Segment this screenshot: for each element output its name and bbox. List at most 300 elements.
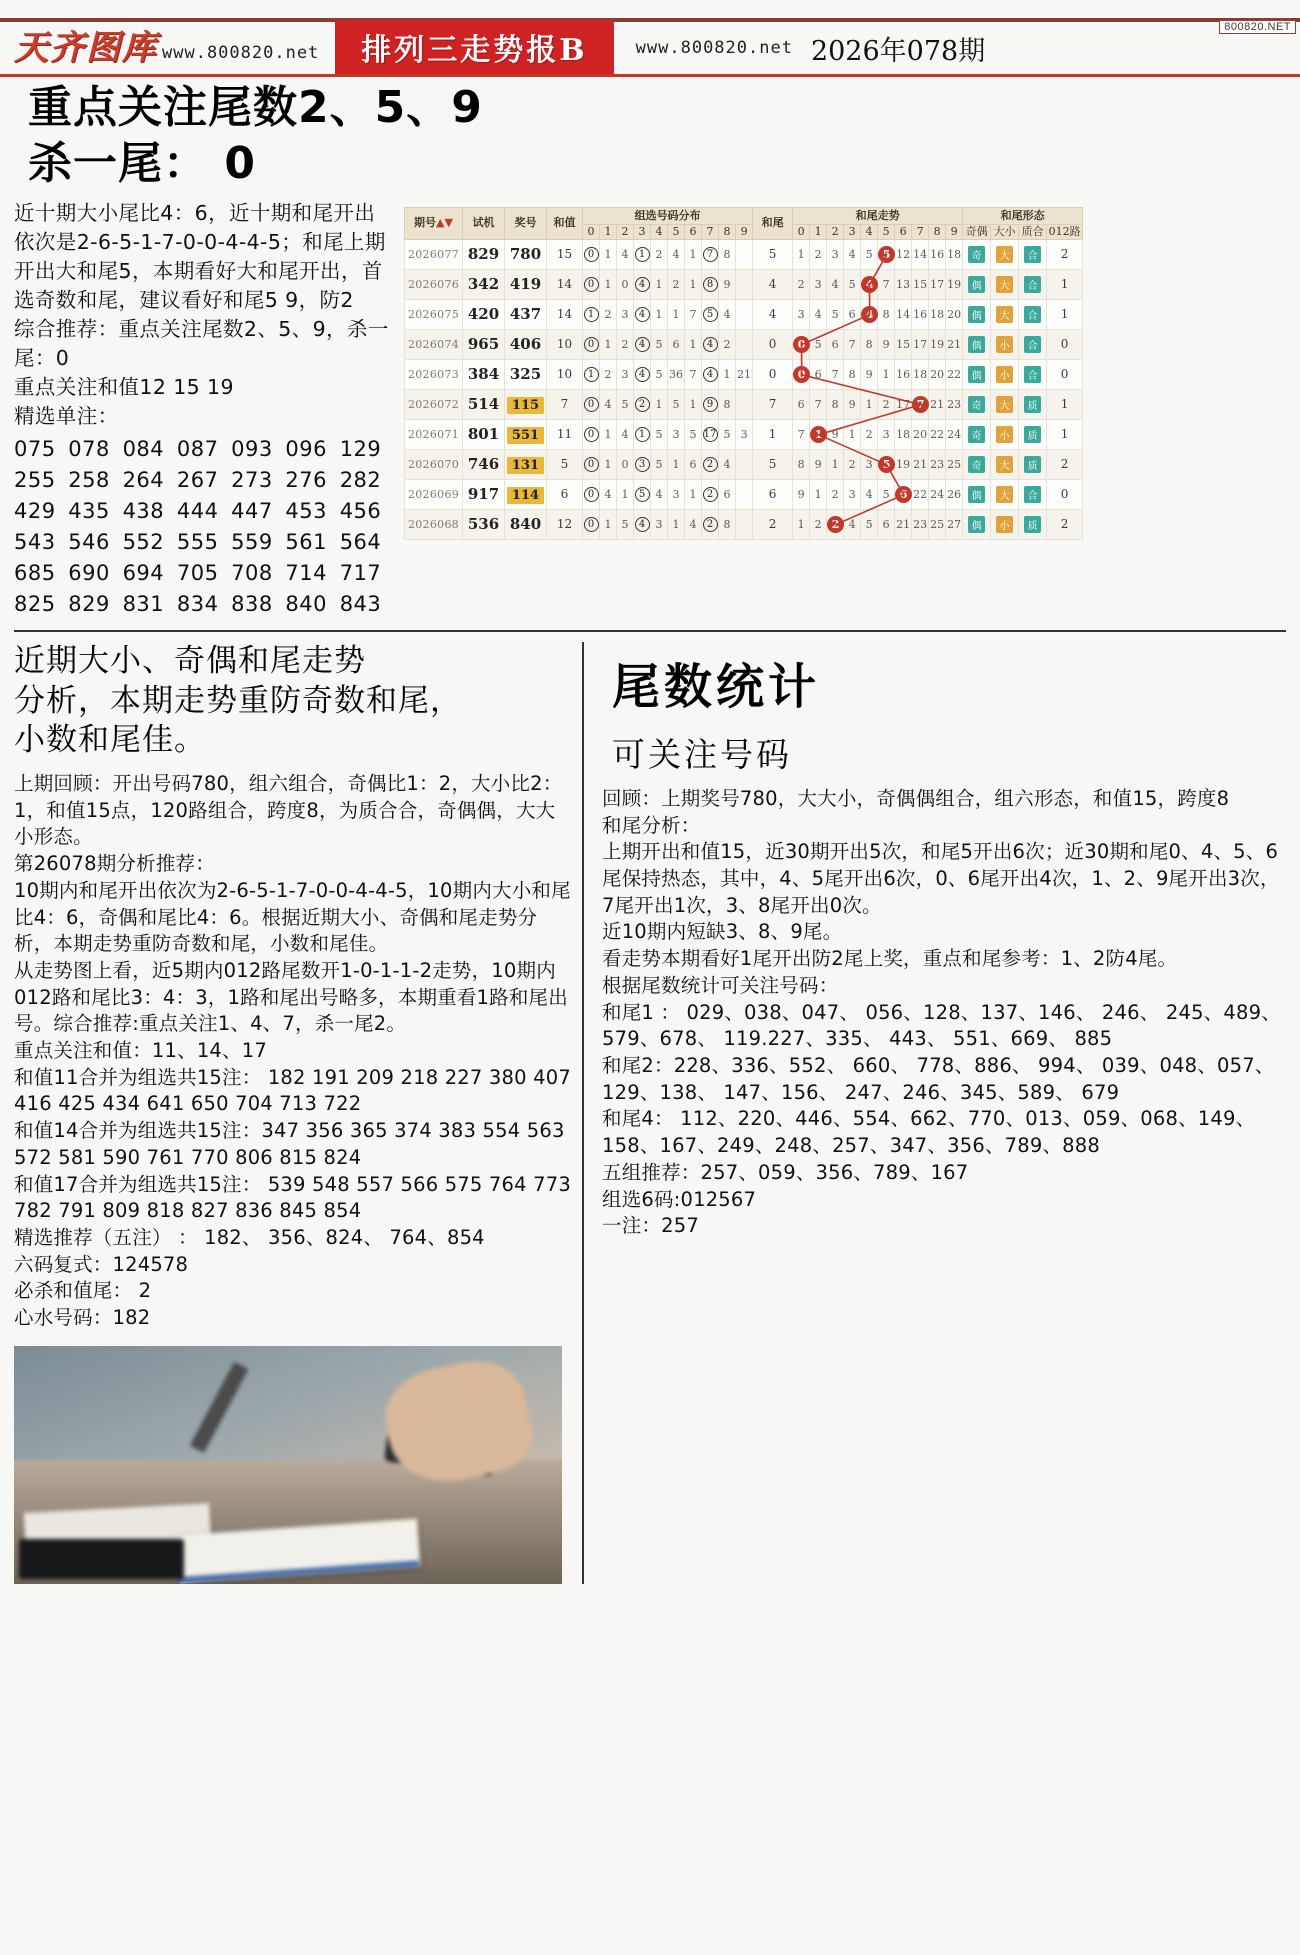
cell-hewei: 7 — [753, 389, 793, 419]
cell-trend: 4 — [861, 269, 878, 299]
cell-dist — [736, 269, 753, 299]
cell-dist: 5 — [668, 389, 685, 419]
cell-dist: 4 — [617, 419, 634, 449]
headline-line-1: 重点关注尾数2、5、9 — [28, 82, 483, 133]
cell-zhihe: 合 — [1019, 479, 1047, 509]
cell-dist: 9 — [702, 389, 719, 419]
th-digit: 2 — [617, 224, 634, 239]
cell-zhihe: 合 — [1019, 359, 1047, 389]
corner-watermark: 800820.NET — [1219, 20, 1296, 34]
cell-dist: 0 — [583, 329, 600, 359]
table-row[interactable] — [405, 419, 1083, 449]
cell-trend: 25 — [929, 509, 946, 539]
cell-dist: 4 — [600, 389, 617, 419]
th-hezhi: 和值 — [547, 207, 583, 239]
th-012lu: 012路 — [1048, 224, 1081, 238]
cell-dist: 2 — [600, 299, 617, 329]
cell-dist: 4 — [719, 299, 736, 329]
cell-trend: 2 — [810, 239, 827, 269]
cell-trend: 5 — [844, 269, 861, 299]
text-line: 必杀和值尾： 2 — [14, 1279, 152, 1303]
cell-dist: 2 — [719, 329, 736, 359]
cell-trend: 9 — [878, 329, 895, 359]
top-left-column — [0, 199, 400, 620]
cell-trend: 16 — [895, 359, 912, 389]
cell-dist — [736, 239, 753, 269]
cell-dist: 1 — [668, 509, 685, 539]
cell-dist: 4 — [634, 359, 651, 389]
number-cell: 552 — [122, 529, 165, 554]
cell-trend: 21 — [895, 509, 912, 539]
th-digit: 5 — [668, 224, 685, 239]
cell-trend: 3 — [844, 479, 861, 509]
cell-trend: 16 — [929, 239, 946, 269]
cell-dist: 4 — [668, 239, 685, 269]
cell-dist: 0 — [583, 479, 600, 509]
headline — [0, 74, 1300, 193]
cell-012lu: 0 — [1047, 479, 1083, 509]
text-line: 综合推荐：重点关注尾数2、5、9，杀一尾：0 — [14, 317, 389, 371]
cell-trend: 1 — [793, 239, 810, 269]
cell-dist: 4 — [702, 329, 719, 359]
th-trend-digit: 4 — [861, 224, 878, 239]
cell-shiji: 384 — [463, 359, 505, 389]
th-trend-digit: 1 — [810, 224, 827, 239]
number-cell: 438 — [122, 498, 165, 523]
cell-dist: 7 — [702, 239, 719, 269]
cell-dist: 3 — [668, 479, 685, 509]
cell-trend: 23 — [946, 389, 963, 419]
cell-jiou: 奇 — [963, 419, 991, 449]
cell-issue: 2026069 — [405, 479, 463, 509]
cell-dist: 1 — [600, 509, 617, 539]
cell-shiji: 514 — [463, 389, 505, 419]
number-cell: 555 — [176, 529, 219, 554]
cell-jiou: 偶 — [963, 299, 991, 329]
cell-trend: 22 — [946, 359, 963, 389]
cell-dist — [736, 509, 753, 539]
cell-jiou: 奇 — [963, 389, 991, 419]
cell-trend: 21 — [929, 389, 946, 419]
cell-dist: 5 — [634, 479, 651, 509]
cell-trend: 12 — [895, 239, 912, 269]
cell-dist: 4 — [600, 479, 617, 509]
cell-dist: 2 — [702, 449, 719, 479]
text-line: 精选单注： — [14, 404, 119, 429]
cell-dist: 4 — [617, 239, 634, 269]
cell-dist: 4 — [702, 359, 719, 389]
text-line: 和尾2：228、336、552、 660、 778、886、 994、 039、048、057、 129、138、 147、156、 247、246、345、589、 679 — [602, 1054, 1275, 1104]
cell-dist: 0 — [583, 389, 600, 419]
number-cell: 825 — [14, 591, 56, 616]
cell-dist: 1 — [583, 359, 600, 389]
top-section — [0, 193, 1300, 620]
number-cell: 694 — [122, 560, 165, 585]
cell-dist: 4 — [634, 299, 651, 329]
th-hewei-trend: 和尾走势 — [793, 207, 963, 224]
cell-trend: 16 — [912, 299, 929, 329]
cell-trend: 25 — [946, 449, 963, 479]
number-cell: 543 — [14, 529, 56, 554]
cell-trend: 2 — [793, 269, 810, 299]
cell-trend: 8 — [844, 359, 861, 389]
cell-dist: 5 — [685, 419, 702, 449]
cell-zhihe: 质 — [1019, 449, 1047, 479]
cell-dist: 1 — [685, 479, 702, 509]
cell-trend: 9 — [844, 389, 861, 419]
text-line: 看走势本期看好1尾开出防2尾上奖，重点和尾参考：1、2防4尾。 — [602, 947, 1178, 971]
number-cell: 429 — [14, 498, 56, 523]
bottom-right-column — [584, 642, 1300, 1584]
cell-hewei: 4 — [753, 299, 793, 329]
text-line: 近十期大小尾比4：6，近十期和尾开出依次是2-6-5-1-7-0-0-4-4-5；和尾上期开出大和尾5，本期看好大和尾开出，首选奇数和尾，建议看好和尾5 9，防2 — [14, 200, 386, 312]
cell-shiji: 420 — [463, 299, 505, 329]
cell-daxiao: 小 — [991, 329, 1019, 359]
cell-trend: 1 — [810, 419, 827, 449]
table-row[interactable] — [405, 299, 1083, 329]
cell-hewei: 2 — [753, 509, 793, 539]
cell-trend: 19 — [895, 449, 912, 479]
cell-trend: 2 — [810, 509, 827, 539]
cell-issue: 2026068 — [405, 509, 463, 539]
table-row[interactable] — [405, 359, 1083, 389]
text-line: 近10期内短缺3、8、9尾。 — [602, 920, 843, 944]
site-logo — [0, 28, 320, 68]
cell-daxiao: 大 — [991, 449, 1019, 479]
th-digit: 6 — [685, 224, 702, 239]
cell-dist: 8 — [702, 269, 719, 299]
cell-dist: 8 — [719, 509, 736, 539]
text-line: 和尾4： 112、220、446、554、662、770、013、059、068、149、158、167、249、248、257、347、356、789、888 — [602, 1107, 1256, 1158]
cell-dist: 5 — [651, 359, 668, 389]
number-cell: 075 — [14, 436, 56, 461]
cell-trend: 22 — [912, 479, 929, 509]
cell-dist: 5 — [719, 419, 736, 449]
cell-jianghao: 437 — [505, 299, 547, 329]
cell-jianghao: 551 — [505, 419, 547, 449]
cell-jianghao: 115 — [505, 389, 547, 419]
cell-zhihe: 合 — [1019, 239, 1047, 269]
number-cell: 267 — [176, 467, 219, 492]
cell-dist: 1 — [651, 299, 668, 329]
cell-trend: 6 — [878, 509, 895, 539]
cell-daxiao: 大 — [991, 269, 1019, 299]
cell-dist: 1 — [600, 449, 617, 479]
cell-hezhi: 14 — [547, 269, 583, 299]
cell-trend: 6 — [793, 389, 810, 419]
cell-dist: 9 — [719, 269, 736, 299]
cell-hezhi: 12 — [547, 509, 583, 539]
number-cell: 705 — [176, 560, 219, 585]
logo-text: 天齐图库 — [14, 28, 158, 68]
cell-trend: 7 — [793, 419, 810, 449]
number-row — [14, 496, 394, 527]
cell-trend: 7 — [827, 359, 844, 389]
cell-trend: 4 — [810, 299, 827, 329]
masthead — [0, 18, 1300, 74]
cell-trend: 9 — [810, 449, 827, 479]
cell-dist: 3 — [736, 419, 753, 449]
cell-dist: 5 — [651, 419, 668, 449]
cell-trend: 1 — [878, 359, 895, 389]
number-cell: 561 — [285, 529, 327, 554]
text-line: 和值14合并为组选共15注：347 356 365 374 383 554 563 572 581 590 761 770 806 815 824 — [14, 1119, 565, 1169]
cell-trend: 6 — [810, 359, 827, 389]
cell-dist: 1 — [685, 239, 702, 269]
cell-dist: 2 — [651, 239, 668, 269]
cell-trend: 5 — [878, 449, 895, 479]
cell-dist: 1 — [685, 329, 702, 359]
cell-dist: 3 — [668, 419, 685, 449]
cell-dist: 0 — [583, 239, 600, 269]
cell-trend: 3 — [861, 449, 878, 479]
decorative-photo — [14, 1346, 562, 1584]
cell-dist: 3 — [634, 449, 651, 479]
cell-dist: 36 — [668, 359, 685, 389]
table-row[interactable] — [405, 449, 1083, 479]
cell-shiji: 536 — [463, 509, 505, 539]
cell-dist: 1 — [668, 299, 685, 329]
th-trend-digit: 7 — [912, 224, 929, 239]
cell-trend: 14 — [912, 239, 929, 269]
cell-dist: 0 — [583, 419, 600, 449]
th-issue[interactable]: 期号▲▼ — [405, 207, 463, 239]
trend-table-zone — [400, 199, 1300, 620]
cell-dist — [736, 479, 753, 509]
cell-hezhi: 7 — [547, 389, 583, 419]
cell-zhihe: 质 — [1019, 419, 1047, 449]
th-hewei-form: 和尾形态 — [963, 207, 1083, 224]
cell-hewei: 6 — [753, 479, 793, 509]
text-line: 根据尾数统计可关注号码： — [602, 973, 839, 997]
cell-dist: 0 — [617, 269, 634, 299]
cell-dist: 4 — [719, 449, 736, 479]
number-cell: 264 — [122, 467, 165, 492]
text-line: 和尾1 ： 029、038、047、 056、128、137、146、 246、 245、489、579、678、 119.227、335、 443、 551、669、 885 — [602, 1000, 1281, 1051]
cell-hezhi: 5 — [547, 449, 583, 479]
cell-zhihe: 合 — [1019, 329, 1047, 359]
th-trend-digit: 9 — [946, 224, 963, 239]
top-analysis-paragraph — [14, 199, 394, 432]
cell-trend: 19 — [929, 329, 946, 359]
cell-dist: 5 — [617, 389, 634, 419]
text-line: 第26078期分析推荐： — [14, 852, 215, 876]
text-line: 上期开出和值15，近30期开出5次，和尾5开出6次；近30期和尾0、4、5、6尾保持热态，其中，4、5尾开出6次，0、6尾开出4次，1、2、9尾开出3次，7尾开出1次，3、8尾开出0次。 — [602, 840, 1280, 917]
cell-trend: 7 — [912, 389, 929, 419]
cell-trend: 18 — [895, 419, 912, 449]
number-cell: 435 — [68, 498, 110, 523]
cell-trend: 1 — [861, 389, 878, 419]
cell-dist: 1 — [685, 269, 702, 299]
cell-trend: 4 — [844, 509, 861, 539]
cell-012lu: 0 — [1047, 329, 1083, 359]
cell-trend: 2 — [878, 389, 895, 419]
text-line: 近期大小、奇偶和尾走势 — [14, 642, 366, 679]
cell-dist: 4 — [634, 509, 651, 539]
number-row — [14, 589, 394, 620]
number-cell: 444 — [176, 498, 219, 523]
table-row[interactable] — [405, 509, 1083, 539]
cell-trend: 5 — [827, 299, 844, 329]
number-cell: 087 — [176, 436, 219, 461]
text-line: 和值17合并为组选共15注： 539 548 557 566 575 764 773 782 791 809 818 827 836 845 854 — [14, 1172, 571, 1223]
number-cell: 843 — [339, 591, 382, 616]
headline-line-2: 杀一尾： 0 — [28, 138, 256, 190]
cell-shiji: 801 — [463, 419, 505, 449]
cell-dist: 1 — [600, 269, 617, 299]
cell-trend: 0 — [793, 359, 810, 389]
cell-trend: 3 — [810, 269, 827, 299]
cell-dist: 4 — [634, 269, 651, 299]
th-daxiao: 大小 — [991, 224, 1019, 239]
number-cell: 456 — [339, 498, 382, 523]
cell-dist: 5 — [651, 449, 668, 479]
cell-trend: 20 — [912, 419, 929, 449]
cell-jiou: 偶 — [963, 269, 991, 299]
cell-zhihe: 质 — [1019, 389, 1047, 419]
cell-hewei: 4 — [753, 269, 793, 299]
cell-dist: 4 — [685, 509, 702, 539]
text-line: 回顾：上期奖号780，大大小，奇偶偶组合，组六形态，和值15，跨度8 — [602, 786, 1230, 810]
th-trend-digit: 2 — [827, 224, 844, 239]
cell-dist: 1 — [600, 239, 617, 269]
cell-dist: 21 — [736, 359, 753, 389]
number-cell: 084 — [122, 436, 165, 461]
cell-dist — [736, 389, 753, 419]
cell-012lu: 1 — [1047, 389, 1083, 419]
cell-hezhi: 14 — [547, 299, 583, 329]
table-row[interactable] — [405, 389, 1083, 419]
cell-trend: 2 — [827, 509, 844, 539]
cell-issue: 2026070 — [405, 449, 463, 479]
cell-issue: 2026072 — [405, 389, 463, 419]
cell-dist: 1 — [634, 239, 651, 269]
th-trend-digit: 0 — [793, 224, 810, 239]
table-row[interactable] — [405, 329, 1083, 359]
cell-dist: 0 — [617, 449, 634, 479]
cell-trend: 6 — [844, 299, 861, 329]
cell-trend: 9 — [827, 419, 844, 449]
cell-hezhi: 10 — [547, 329, 583, 359]
cell-issue: 2026075 — [405, 299, 463, 329]
th-jiou: 奇偶 — [963, 224, 991, 239]
number-row — [14, 527, 394, 558]
masthead-rule — [0, 74, 1300, 77]
cell-trend: 1 — [827, 449, 844, 479]
cell-trend: 20 — [946, 299, 963, 329]
cell-trend: 17 — [929, 269, 946, 299]
cell-trend: 1 — [810, 479, 827, 509]
cell-trend: 2 — [861, 419, 878, 449]
cell-jiou: 奇 — [963, 239, 991, 269]
th-shiji: 试机 — [463, 207, 505, 239]
cell-hezhi: 15 — [547, 239, 583, 269]
cell-dist: 1 — [634, 419, 651, 449]
cell-trend: 4 — [861, 299, 878, 329]
trend-table — [404, 207, 1083, 540]
cell-shiji: 917 — [463, 479, 505, 509]
bottom-left-column — [0, 642, 582, 1584]
text-line: 组选6码:012567 — [602, 1187, 757, 1211]
number-row — [14, 558, 394, 589]
text-line: 分析，本期走势重防奇数和尾， — [14, 682, 462, 719]
cell-trend: 23 — [929, 449, 946, 479]
cell-jianghao: 131 — [505, 449, 547, 479]
cell-daxiao: 大 — [991, 389, 1019, 419]
cell-012lu: 1 — [1047, 299, 1083, 329]
cell-trend: 1 — [844, 419, 861, 449]
text-line: 重点关注和值12 15 19 — [14, 375, 234, 400]
cell-dist: 2 — [702, 509, 719, 539]
th-trend-digit: 6 — [895, 224, 912, 239]
cell-dist — [736, 299, 753, 329]
selected-numbers-grid — [14, 434, 394, 620]
cell-trend: 9 — [861, 359, 878, 389]
number-cell: 838 — [231, 591, 273, 616]
page-title: 排列三走势报B — [335, 20, 613, 76]
cell-daxiao: 大 — [991, 299, 1019, 329]
cell-issue: 2026076 — [405, 269, 463, 299]
cell-trend: 3 — [793, 299, 810, 329]
cell-jiou: 偶 — [963, 359, 991, 389]
th-hewei: 和尾 — [753, 207, 793, 239]
cell-trend: 5 — [878, 239, 895, 269]
text-line: 五组推荐：257、059、356、789、167 — [602, 1160, 969, 1184]
bottom-section — [0, 632, 1300, 1584]
cell-daxiao: 小 — [991, 509, 1019, 539]
cell-012lu: 1 — [1047, 419, 1083, 449]
cell-trend: 24 — [929, 479, 946, 509]
number-cell: 447 — [231, 498, 273, 523]
cell-trend: 4 — [844, 239, 861, 269]
number-cell: 559 — [231, 529, 273, 554]
number-cell: 685 — [14, 560, 56, 585]
cell-dist: 0 — [583, 449, 600, 479]
tail-stats-subtitle: 可关注号码 — [612, 734, 792, 774]
number-cell: 078 — [68, 436, 110, 461]
cell-trend: 3 — [827, 239, 844, 269]
cell-dist: 1 — [719, 359, 736, 389]
number-cell: 276 — [285, 467, 327, 492]
cell-trend: 18 — [912, 359, 929, 389]
number-cell: 282 — [339, 467, 382, 492]
cell-012lu: 0 — [1047, 359, 1083, 389]
number-cell: 258 — [68, 467, 110, 492]
th-jianghao: 奖号 — [505, 207, 547, 239]
cell-dist: 7 — [685, 299, 702, 329]
cell-hewei: 5 — [753, 239, 793, 269]
table-row[interactable] — [405, 269, 1083, 299]
cell-trend: 3 — [878, 419, 895, 449]
th-digit: 3 — [634, 224, 651, 239]
text-line: 六码复式：124578 — [14, 1252, 189, 1276]
cell-trend: 5 — [861, 509, 878, 539]
th-trend-digit: 5 — [878, 224, 895, 239]
cell-dist: 1 — [685, 389, 702, 419]
text-line: 精选推荐（五注） ： 182、 356、824、 764、854 — [14, 1225, 485, 1249]
table-row[interactable] — [405, 479, 1083, 509]
cell-hezhi: 6 — [547, 479, 583, 509]
cell-dist: 1 — [617, 479, 634, 509]
cell-dist: 1 — [583, 299, 600, 329]
cell-jiou: 偶 — [963, 509, 991, 539]
number-cell: 093 — [231, 436, 273, 461]
cell-dist: 5 — [702, 299, 719, 329]
table-row[interactable] — [405, 239, 1083, 269]
cell-trend: 14 — [895, 299, 912, 329]
cell-trend: 5 — [861, 239, 878, 269]
text-line: 和值11合并为组选共15注： 182 191 209 218 227 380 407 416 425 434 641 650 704 713 722 — [14, 1065, 571, 1116]
